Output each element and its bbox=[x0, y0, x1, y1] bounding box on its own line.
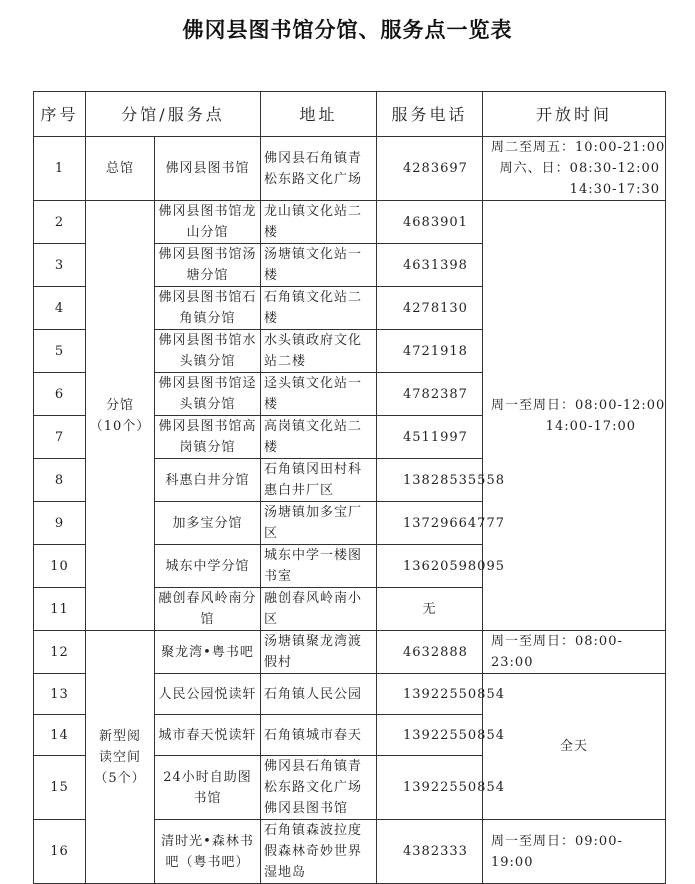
row-address: 汤塘镇文化站一楼 bbox=[261, 244, 377, 287]
row-name: 人民公园悦读轩 bbox=[155, 674, 261, 715]
group-branches bbox=[86, 201, 155, 631]
row-phone: 13620598095 bbox=[377, 545, 483, 588]
hours-main bbox=[483, 137, 666, 201]
row-address: 石角镇城市春天 bbox=[261, 715, 377, 756]
row-no: 5 bbox=[34, 330, 86, 373]
row-name: 城市春天悦读轩 bbox=[155, 715, 261, 756]
hours-line: 周六、日：08:30-12:00 bbox=[499, 161, 660, 176]
row-address: 石角镇冈田村科惠白井厂区 bbox=[261, 459, 377, 502]
row-address: 城东中学一楼图书室 bbox=[261, 545, 377, 588]
row-phone: 4782387 bbox=[377, 373, 483, 416]
row-no: 16 bbox=[34, 820, 86, 884]
hours-r12: 周一至周日：08:00-23:00 bbox=[483, 631, 666, 674]
row-no: 4 bbox=[34, 287, 86, 330]
row-name: 佛冈县图书馆水头镇分馆 bbox=[155, 330, 261, 373]
row-phone: 13922550854 bbox=[377, 715, 483, 756]
row-address: 高岗镇文化站二楼 bbox=[261, 416, 377, 459]
header-hours: 开放时间 bbox=[483, 92, 666, 137]
row-no: 9 bbox=[34, 502, 86, 545]
row-phone: 4632888 bbox=[377, 631, 483, 674]
row-phone: 4721918 bbox=[377, 330, 483, 373]
group-count: （5个） bbox=[94, 770, 146, 786]
row-phone: 4382333 bbox=[377, 820, 483, 884]
row-name: 科惠白井分馆 bbox=[155, 459, 261, 502]
hours-r16: 周一至周日：09:00-19:00 bbox=[483, 820, 666, 884]
group-label: 分馆 bbox=[105, 397, 134, 413]
table-row bbox=[34, 137, 666, 201]
row-phone: 13922550854 bbox=[377, 674, 483, 715]
row-phone: 无 bbox=[377, 588, 483, 631]
row-address: 汤塘镇加多宝厂区 bbox=[261, 502, 377, 545]
row-address: 佛冈县石角镇青松东路文化广场 bbox=[261, 137, 377, 201]
row-no: 10 bbox=[34, 545, 86, 588]
row-phone: 13729664777 bbox=[377, 502, 483, 545]
row-no: 13 bbox=[34, 674, 86, 715]
table-row bbox=[34, 201, 666, 244]
row-name: 佛冈县图书馆龙山分馆 bbox=[155, 201, 261, 244]
hours-branches bbox=[483, 201, 666, 631]
row-name: 清时光•森林书吧（粤书吧） bbox=[155, 820, 261, 884]
row-no: 8 bbox=[34, 459, 86, 502]
row-no: 11 bbox=[34, 588, 86, 631]
row-no: 15 bbox=[34, 756, 86, 820]
row-name: 佛冈县图书馆石角镇分馆 bbox=[155, 287, 261, 330]
page-title: 佛冈县图书馆分馆、服务点一览表 bbox=[182, 18, 513, 42]
group-label: 新型阅 bbox=[98, 728, 141, 744]
hours-line: 14:30-17:30 bbox=[569, 182, 660, 197]
row-phone: 13922550854 bbox=[377, 756, 483, 820]
row-address: 龙山镇文化站二楼 bbox=[261, 201, 377, 244]
header-address: 地址 bbox=[261, 92, 377, 137]
row-no: 3 bbox=[34, 244, 86, 287]
row-phone: 4511997 bbox=[377, 416, 483, 459]
header-branch: 分馆/服务点 bbox=[86, 92, 261, 137]
row-no: 12 bbox=[34, 631, 86, 674]
row-name: 佛冈县图书馆 bbox=[155, 137, 261, 201]
table-row bbox=[34, 631, 666, 674]
row-phone: 4631398 bbox=[377, 244, 483, 287]
group-main: 总馆 bbox=[86, 137, 155, 201]
row-address: 水头镇政府文化站二楼 bbox=[261, 330, 377, 373]
row-address: 石角镇森波拉度假森林奇妙世界湿地岛 bbox=[261, 820, 377, 884]
row-address: 石角镇文化站二楼 bbox=[261, 287, 377, 330]
row-name: 佛冈县图书馆迳头镇分馆 bbox=[155, 373, 261, 416]
row-name: 24小时自助图书馆 bbox=[155, 756, 261, 820]
row-no: 2 bbox=[34, 201, 86, 244]
row-name: 佛冈县图书馆高岗镇分馆 bbox=[155, 416, 261, 459]
row-address: 迳头镇文化站一楼 bbox=[261, 373, 377, 416]
header-no: 序号 bbox=[34, 92, 86, 137]
hours-allday: 全天 bbox=[483, 674, 666, 820]
table-header-row bbox=[34, 92, 666, 137]
row-no: 7 bbox=[34, 416, 86, 459]
header-phone: 服务电话 bbox=[377, 92, 483, 137]
hours-line: 周一至周日：08:00-12:00 bbox=[491, 397, 666, 413]
row-name: 聚龙湾•粤书吧 bbox=[155, 631, 261, 674]
row-phone: 4683901 bbox=[377, 201, 483, 244]
row-phone: 4283697 bbox=[377, 137, 483, 201]
row-address: 汤塘镇聚龙湾渡假村 bbox=[261, 631, 377, 674]
group-count: （10个） bbox=[89, 418, 151, 434]
group-label: 读空间 bbox=[98, 749, 141, 765]
row-phone: 4278130 bbox=[377, 287, 483, 330]
row-phone: 13828535558 bbox=[377, 459, 483, 502]
row-address: 融创春风岭南小区 bbox=[261, 588, 377, 631]
hours-line: 周二至周五：10:00-21:00 bbox=[491, 140, 666, 155]
group-reading bbox=[86, 631, 155, 884]
row-name: 城东中学分馆 bbox=[155, 545, 261, 588]
branch-table bbox=[33, 91, 666, 884]
row-no: 14 bbox=[34, 715, 86, 756]
row-name: 佛冈县图书馆汤塘分馆 bbox=[155, 244, 261, 287]
hours-line: 14:00-17:00 bbox=[545, 418, 636, 434]
row-no: 6 bbox=[34, 373, 86, 416]
row-no: 1 bbox=[34, 137, 86, 201]
row-address: 石角镇人民公园 bbox=[261, 674, 377, 715]
row-name: 加多宝分馆 bbox=[155, 502, 261, 545]
row-name: 融创春风岭南分馆 bbox=[155, 588, 261, 631]
row-address: 佛冈县石角镇青松东路文化广场佛冈县图书馆 bbox=[261, 756, 377, 820]
